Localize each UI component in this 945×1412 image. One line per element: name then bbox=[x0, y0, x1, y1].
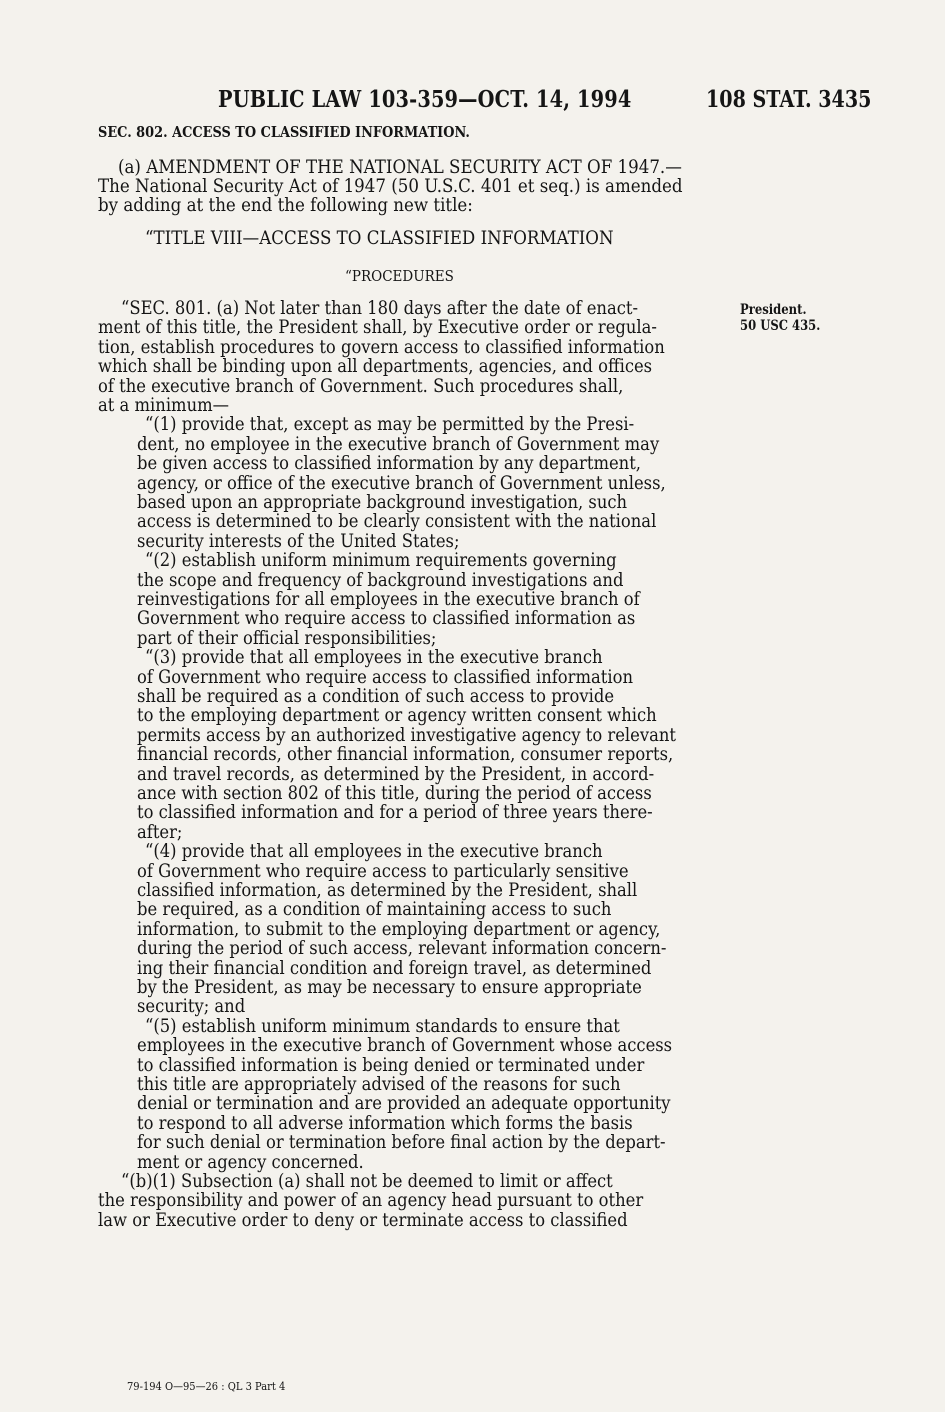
body-line: reinvestigations for all employees in the executive branch of bbox=[137, 589, 640, 610]
body-line: during the period of such access, relevant information concern- bbox=[137, 938, 667, 960]
body-line: for such denial or termination before final action by the depart- bbox=[137, 1132, 666, 1154]
body-line: which shall be binding upon all departments, agencies, and offices bbox=[98, 356, 653, 378]
body-line: “(b)(1) Subsection (a) shall not be deemed to limit or affect bbox=[121, 1171, 613, 1192]
body-line: “SEC. 801. (a) Not later than 180 days after the date of enact- bbox=[121, 298, 638, 319]
body-line: of Government who require access to classified information bbox=[137, 666, 634, 688]
body-line: of Government who require access to particularly sensitive bbox=[137, 860, 629, 882]
body-line: information, to submit to the employing department or agency, bbox=[137, 918, 661, 940]
body-line: at a minimum— bbox=[98, 395, 230, 416]
body-line: to the employing department or agency written consent which bbox=[137, 705, 657, 727]
body-line: based upon an appropriate background investigation, such bbox=[137, 492, 628, 513]
body-line: ance with section 802 of this title, during the period of access bbox=[137, 783, 652, 804]
body-line: dent, no employee in the executive branch of Government may bbox=[137, 433, 660, 455]
body-line: to classified information is being denied or terminated under bbox=[137, 1054, 645, 1076]
body-line: of the executive branch of Government. Such procedures shall, bbox=[98, 375, 624, 397]
body-line: classified information, as determined by the President, shall bbox=[137, 880, 638, 901]
body-line: denial or termination and are provided an adequate opportunity bbox=[137, 1093, 671, 1115]
body-line: the scope and frequency of background investigations and bbox=[137, 569, 624, 591]
body-line: by the President, as may be necessary to ensure appropriate bbox=[137, 977, 642, 998]
body-line: tion, establish procedures to govern access to classified information bbox=[98, 336, 665, 358]
body-line: the responsibility and power of an agency head pursuant to other bbox=[98, 1190, 644, 1212]
body-line: Government who require access to classified information as bbox=[137, 608, 636, 630]
section-heading: SEC. 802. ACCESS TO CLASSIFIED INFORMATION. bbox=[98, 123, 470, 141]
body-line: access is determined to be clearly consistent with the national bbox=[137, 511, 657, 533]
intro-line: The National Security Act of 1947 (50 U.S.C. 401 et seq.) is amended bbox=[98, 176, 683, 197]
body-line: employees in the executive branch of Government whose access bbox=[137, 1035, 673, 1057]
body-line: ment or agency concerned. bbox=[137, 1151, 364, 1173]
body-line: part of their official responsibilities; bbox=[137, 627, 437, 649]
body-line: be given access to classified information by any department, bbox=[137, 453, 642, 475]
body-line: “(3) provide that all employees in the executive branch bbox=[145, 647, 603, 669]
body-line: be required, as a condition of maintaining access to such bbox=[137, 899, 612, 921]
body-line: “(1) provide that, except as may be permitted by the Presi- bbox=[145, 414, 635, 436]
intro-line: (a) AMENDMENT OF THE NATIONAL SECURITY ACT OF 1947.— bbox=[118, 157, 682, 178]
body-line: “(4) provide that all employees in the executive branch bbox=[145, 841, 603, 863]
body-line: to classified information and for a period of three years there- bbox=[137, 802, 653, 824]
body-line: permits access by an authorized investigative agency to relevant bbox=[137, 724, 676, 746]
subheading: “PROCEDURES bbox=[345, 267, 454, 285]
title-heading: “TITLE VIII—ACCESS TO CLASSIFIED INFORMATION bbox=[145, 228, 614, 249]
intro-line: by adding at the end the following new title: bbox=[98, 195, 473, 216]
body-line: this title are appropriately advised of the reasons for such bbox=[137, 1074, 621, 1095]
body-line: “(5) establish uniform minimum standards to ensure that bbox=[145, 1015, 620, 1037]
body-line: agency, or office of the executive branch of Government unless, bbox=[137, 472, 666, 494]
body-line: financial records, other financial information, consumer reports, bbox=[137, 744, 674, 766]
body-line: shall be required as a condition of such access to provide bbox=[137, 686, 615, 707]
body-line: ment of this title, the President shall, by Executive order or regula- bbox=[98, 317, 657, 339]
body-line: to respond to all adverse information which forms the basis bbox=[137, 1112, 633, 1134]
body-line: “(2) establish uniform minimum requirements governing bbox=[145, 550, 617, 572]
running-header-title: PUBLIC LAW 103-359—OCT. 14, 1994 bbox=[218, 86, 632, 113]
body-line: ing their financial condition and foreign travel, as determined bbox=[137, 957, 652, 979]
body-line: after; bbox=[137, 821, 183, 843]
body-line: law or Executive order to deny or terminate access to classified bbox=[98, 1209, 628, 1231]
footer-print-code: 79-194 O—95—26 : QL 3 Part 4 bbox=[127, 1380, 286, 1393]
body-line: security interests of the United States; bbox=[137, 530, 460, 552]
body-line: security; and bbox=[137, 996, 246, 1018]
margin-note: President. bbox=[740, 302, 807, 318]
body-line: and travel records, as determined by the President, in accord- bbox=[137, 763, 655, 785]
running-header-stat: 108 STAT. 3435 bbox=[706, 86, 872, 113]
margin-note: 50 USC 435. bbox=[740, 318, 821, 334]
